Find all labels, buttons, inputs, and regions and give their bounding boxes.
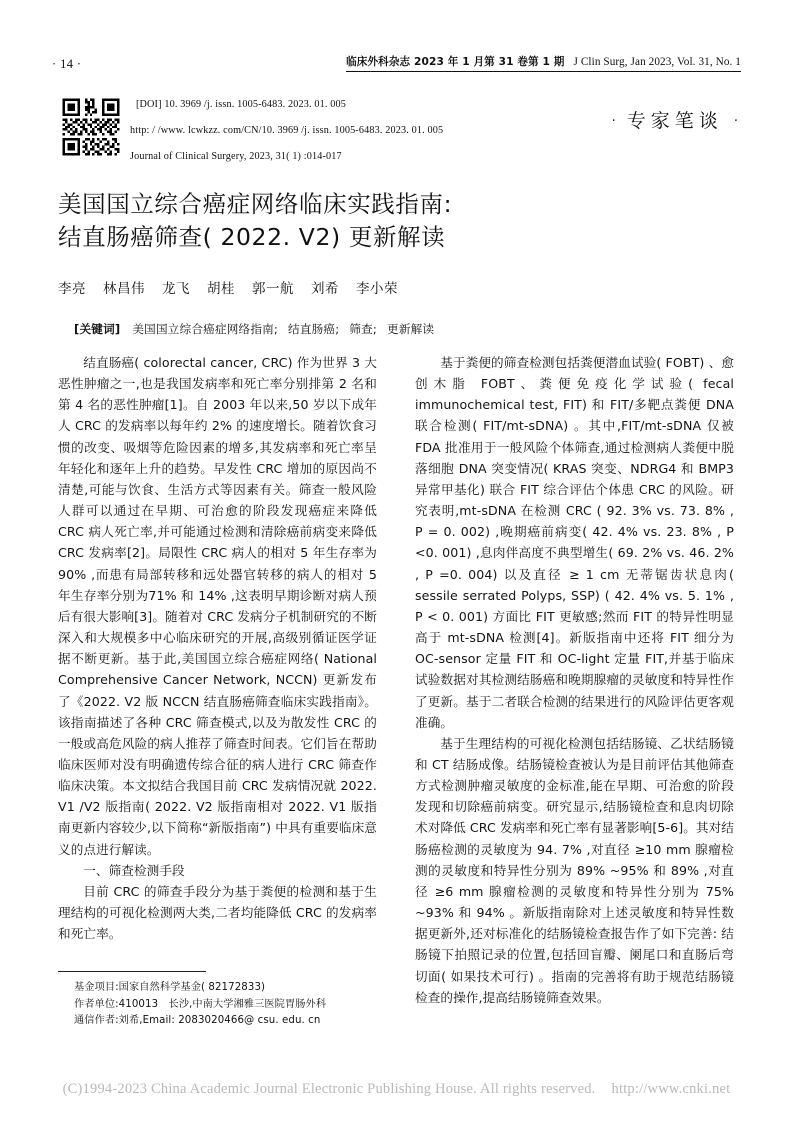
funding-note: 基金项目:国家自然科学基金( 82172833)	[74, 982, 266, 994]
article-url-row[interactable]: http: / /www. lcwkzz. com/CN/10. 3969 /j. issn. 1005-6483. 2023. 01. 005	[130, 124, 444, 136]
title-block	[58, 188, 678, 337]
badge-dot-left: ·	[611, 114, 616, 129]
keywords-line	[58, 321, 678, 337]
body-column-right	[415, 352, 734, 1042]
author-name: 刘希	[311, 280, 339, 297]
author-name: 郭一航	[252, 280, 294, 297]
author-name: 李亮	[58, 280, 86, 297]
article-body	[58, 352, 734, 1042]
title-line-1: 美国国立综合癌症网络临床实践指南:	[58, 190, 453, 218]
keyword-item: 更新解读	[387, 321, 435, 336]
footnote-divider	[58, 971, 206, 972]
body-column-left	[58, 352, 377, 1042]
masthead	[52, 92, 742, 170]
keywords-label: [关键词]	[74, 321, 121, 336]
paragraph: 基于粪便的筛查检测包括粪便潜血试验( FOBT) 、愈创木脂 FOBT、粪便免疫化学试验( fecal immunochemical test, FIT) 和 FIT/多靶点粪便 DNA 联合检测( FIT/mt-sDNA) 。其中,FIT/mt-sDNA 仅被 FDA 批准用于一般风险个体筛查,通过检测病人粪便中脱落细胞 DNA 突变情况( KRAS 突变、NDRG4 和 BMP3 异常甲基化) 联合 FIT 综合评估个体患 CRC 的风险。研究表明,mt-sDNA 在检测 CRC ( 92. 3% vs. 73. 8% , P = 0. 002) ,晚期癌前病变( 42. 4% vs. 23. 8% , P <0. 001) ,息肉伴高度不典型增生( 69. 2% vs. 46. 2% , P =0. 004) 以及直径 ≥ 1 cm 无蒂锯齿状息肉( sessile serrated Polyps, SSP) ( 42. 4% vs. 5. 1% , P < 0. 001) 方面比 FIT 更敏感;然而 FIT 的特异性明显高于 mt-sDNA 检测[4]。新版指南中还将 FIT 细分为 OC-sensor 定量 FIT 和 OC-light 定量 FIT,并基于临床试验数据对其检测结肠癌和晚期腺瘤的灵敏度和特异性作了更新。基于二者联合检测的结果进行的风险评估更客观准确。	[415, 355, 734, 730]
title-line-2: 结直肠癌筛查( 2022. V2) 更新解读	[58, 223, 446, 252]
affiliation-note: 作者单位:410013 长沙,中南大学湘雅三医院胃肠外科	[74, 998, 327, 1010]
cnki-copyright: (C)1994-2023 China Academic Journal Electronic Publishing House. All rights reserved.	[62, 1081, 596, 1097]
paragraph: 基于生理结构的可视化检测包括结肠镜、乙状结肠镜和 CT 结肠成像。结肠镜检查被认为是目前评估其他筛查方式检测肿瘤灵敏度的金标准,能在早期、可治愈的阶段发现和切除癌前病变。研究显示,结肠镜检查和息肉切除术对降低 CRC 发病率和死亡率有显著影响[5-6]。其对结肠癌检测的灵敏度为 94. 7% ,对直径 ≥10 mm 腺瘤检测的灵敏度和特异性分别为 89% ~95% 和 89% ,对直径 ≥6 mm 腺瘤检测的灵敏度和特异性分别为 75% ~93% 和 94% 。新版指南除对上述灵敏度和特异性数据更新外,还对标准化的结肠镜检查报告作了如下完善: 结肠镜下拍照记录的位置,包括回盲瓣、阑尾口和直肠后弯切面( 如果技术可行) 。指南的完善将有助于规范结肠镜检查的操作,提高结肠镜筛查效果。	[415, 735, 734, 1005]
column-badge	[612, 106, 738, 133]
journal-reference-cn: 临床外科杂志 2023 年 1 月第 31 卷第 1 期	[346, 55, 565, 68]
column-badge-label: 专家笔谈	[626, 110, 723, 132]
author-name: 林昌伟	[103, 280, 145, 297]
author-name: 李小荣	[356, 280, 398, 297]
paragraph: 目前 CRC 的筛查手段分为基于粪便的检测和基于生理结构的可视化检测两大类,二者均能降低 CRC 的发病率和死亡率。	[58, 883, 377, 942]
paragraph: 结直肠癌( colorectal cancer, CRC) 作为世界 3 大恶性肿瘤之一,也是我国发病率和死亡率分别排第 2 名和第 4 名的恶性肿瘤[1]。自 2003 年以来,50 岁以下成年人 CRC 的发病率以每年约 2% 的速度增长。随着饮食习惯的改变、吸烟等危险因素的增多,其发病率和死亡率呈年轻化和逐年上升的趋势。早发性 CRC 增加的原因尚不清楚,可能与饮食、生活方式等因素有关。筛查一般风险人群可以通过在早期、可治愈的阶段发现癌症来降低 CRC 病人死亡率,并可能通过检测和清除癌前病变来降低 CRC 发病率[2]。局限性 CRC 病人的相对 5 年生存率为90% ,而患有局部转移和远处器官转移的病人的相对 5 年生存率分别为71% 和 14% ,这表明早期诊断对病人预后有很大影响[3]。随着对 CRC 发病分子机制研究的不断深入和大规模多中心临床研究的开展,高级别循证医学证据不断更新。基于此,美国国立综合癌症网络( National Comprehensive Cancer Network, NCCN) 更新发布了《2022. V2 版 NCCN 结直肠癌筛查临床实践指南》。该指南描述了各种 CRC 筛查模式,以及为散发性 CRC 的一般或高危风险的病人推荐了筛查时间表。它们旨在帮助临床医师对没有明确遗传综合征的病人进行 CRC 筛查作临床决策。本文拟结合我国目前 CRC 发病情况就 2022. V1 /V2 版指南( 2022. V2 版指南相对 2022. V1 版指南更新内容较少,以下简称“新版指南”) 中具有重要临床意义的点进行解读。	[58, 355, 377, 857]
footnote-block	[58, 971, 377, 1030]
page-title	[58, 188, 678, 255]
page-folio: · 14 ·	[52, 57, 82, 71]
badge-dot-right: ·	[733, 114, 738, 129]
doi-block	[130, 92, 530, 170]
journal-reference-line	[346, 55, 741, 72]
section-heading: 一、筛查检测手段	[83, 862, 185, 878]
corresponding-author-note: 通信作者:刘希,Email: 2083020466@ csu. edu. cn	[74, 1015, 321, 1027]
keyword-item: 筛查;	[349, 321, 378, 336]
running-head	[0, 46, 793, 72]
cnki-watermark	[0, 1081, 793, 1098]
cnki-url: http://www.cnki.net	[611, 1081, 731, 1097]
keyword-item: 结直肠癌;	[288, 321, 340, 336]
journal-reference-en: J Clin Surg, Jan 2023, Vol. 31, No. 1	[573, 55, 741, 68]
author-name: 胡桂	[207, 280, 235, 297]
author-name: 龙飞	[162, 280, 190, 297]
qr-code-icon	[60, 96, 122, 158]
doi-row: [DOI] 10. 3969 /j. issn. 1005-6483. 2023. 01. 005	[136, 98, 346, 110]
keyword-item: 美国国立综合癌症网络指南;	[132, 321, 279, 336]
citation-row: Journal of Clinical Surgery, 2023, 31( 1) :014-017	[130, 150, 342, 162]
author-list	[58, 277, 678, 297]
